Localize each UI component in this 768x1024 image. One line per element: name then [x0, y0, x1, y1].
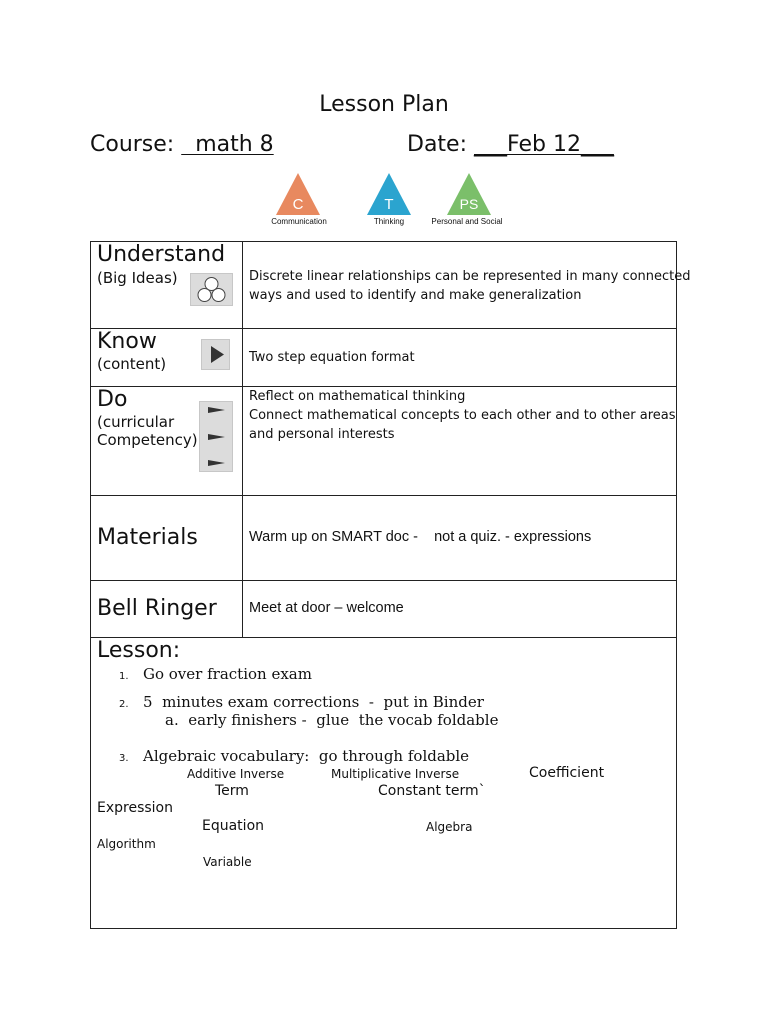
understand-content-line: Discrete linear relationships can be represented in many connected	[249, 269, 691, 284]
do-subheading-line2: Competency)	[97, 431, 198, 449]
course-field	[90, 132, 274, 157]
lesson-plan-table	[90, 241, 691, 929]
understand-content	[249, 267, 691, 305]
vocab-word: Additive Inverse	[187, 767, 285, 781]
do-content	[249, 387, 676, 444]
materials-content: Warm up on SMART doc - not a quiz. - expressions	[249, 529, 592, 545]
vocab-word: Expression	[97, 800, 173, 816]
do-subheading-line1: (curricular	[97, 413, 175, 431]
thinking-letter: T	[384, 196, 394, 213]
row-divider	[91, 495, 676, 496]
understand-content-line: ways and used to identify and make generalization	[249, 288, 582, 303]
bell-ringer-content: Meet at door – welcome	[249, 600, 404, 616]
understand-heading: Understand	[97, 242, 226, 267]
date-field	[407, 132, 614, 157]
personal-social-letter: PS	[459, 196, 479, 212]
big-ideas-circles-icon	[190, 273, 233, 306]
course-label: Course:	[90, 132, 175, 157]
do-content-line: and personal interests	[249, 427, 395, 442]
materials-heading: Materials	[97, 525, 198, 550]
column-divider	[242, 242, 243, 638]
bell-ringer-heading: Bell Ringer	[97, 596, 217, 621]
do-content-line: Connect mathematical concepts to each other and to other areas	[249, 408, 676, 423]
know-content: Two step equation format	[249, 350, 415, 365]
thinking-triangle-icon	[366, 172, 412, 216]
communication-label: Communication	[271, 217, 327, 226]
vocab-word: Algebra	[426, 820, 473, 834]
step-number: 3.	[119, 753, 129, 764]
vocab-word: Algorithm	[97, 837, 156, 851]
lesson-step: 5 minutes exam corrections - put in Binder	[143, 693, 484, 711]
step-number: 2.	[119, 699, 129, 710]
understand-subheading: (Big Ideas)	[97, 269, 178, 287]
communication-triangle-icon	[274, 172, 322, 216]
thinking-label: Thinking	[373, 217, 405, 226]
date-value: ___Feb 12___	[474, 132, 614, 157]
do-heading: Do	[97, 387, 128, 412]
vocab-word: Term	[215, 783, 249, 799]
step-number: 1.	[119, 671, 129, 682]
vocab-word: Equation	[202, 818, 265, 834]
lesson-substep: a. early finishers - glue the vocab foldable	[165, 711, 499, 729]
do-content-line: Reflect on mathematical thinking	[249, 389, 466, 404]
course-value: math 8	[181, 132, 274, 157]
lesson-step: Go over fraction exam	[143, 665, 312, 683]
page-title: Lesson Plan	[319, 92, 449, 117]
vocab-word: Coefficient	[529, 765, 605, 781]
lesson-heading: Lesson:	[97, 638, 181, 663]
personal-social-label: Personal and Social	[431, 217, 503, 226]
vocab-word: Constant term`	[378, 783, 486, 799]
know-subheading: (content)	[97, 355, 167, 373]
play-arrow-icon	[201, 339, 230, 370]
communication-letter: C	[292, 196, 304, 213]
lesson-step: Algebraic vocabulary: go through foldable	[143, 747, 470, 765]
vocab-word: Multiplicative Inverse	[331, 767, 460, 781]
row-divider	[91, 328, 676, 329]
row-divider	[91, 580, 676, 581]
know-heading: Know	[97, 329, 157, 354]
date-label: Date:	[407, 132, 467, 157]
personal-social-triangle-icon	[446, 172, 492, 216]
arrows-icon	[199, 401, 233, 472]
vocab-word: Variable	[203, 855, 252, 869]
